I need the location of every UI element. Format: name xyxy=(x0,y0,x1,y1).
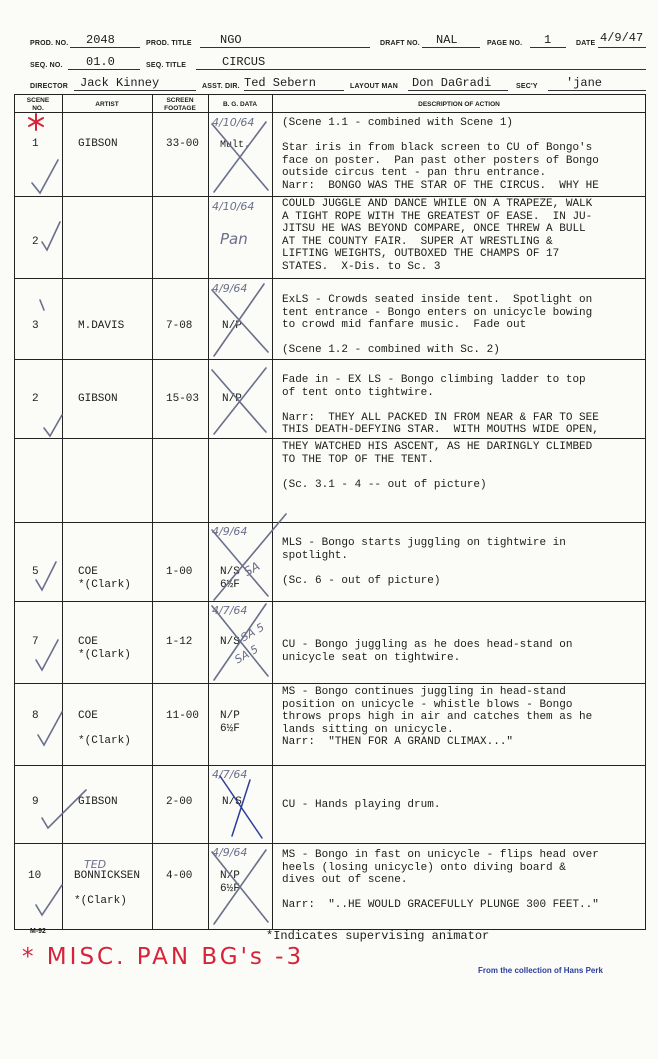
col-footage: SCREEN FOOTAGE xyxy=(164,97,196,112)
bg-date: 4/7/64 xyxy=(212,604,248,617)
page-no-label: PAGE NO. xyxy=(487,40,523,47)
bg-data: N/P xyxy=(222,393,242,405)
red-asterisk-icon xyxy=(29,114,43,130)
artist: BONNICKSEN *(Clark) xyxy=(74,870,141,908)
description: (Scene 1.1 - combined with Scene 1) Star iris in from black screen to CU of Bongo's face on poster. Pan past other posters of Bongo outside circus tent - pan thru entrance. Narr: BONGO WAS THE STAR OF THE CIRCUS. WHY HE xyxy=(282,117,599,192)
footage: 1-00 xyxy=(166,566,193,578)
scene-no: 2 xyxy=(32,393,39,405)
prod-no: 2048 xyxy=(86,33,115,47)
secy: 'jane xyxy=(566,76,603,90)
layout-man-label: LAYOUT MAN xyxy=(350,83,399,90)
form-number: M-92 xyxy=(30,928,46,935)
bg-data: N/P 6½F xyxy=(220,870,240,895)
bg-data: N/P xyxy=(222,320,242,332)
scene-no: 8 xyxy=(32,710,39,722)
scene-no: 1 xyxy=(32,138,39,150)
check-mark xyxy=(42,790,86,828)
cross-mark xyxy=(220,776,262,838)
check-mark xyxy=(36,640,58,670)
col-scene-no: SCENE NO. xyxy=(26,97,50,112)
description: Fade in - EX LS - Bongo climbing ladder to top of tent onto tightwire. Narr: THEY ALL PACKED IN FROM NEAR & FAR TO SEE THIS DEATH-DEFYING STAR. WITH MOUTHS WIDE OPEN, xyxy=(282,374,599,437)
scene-no: 2 xyxy=(32,236,39,248)
check-mark xyxy=(38,712,62,745)
misc-pan-bg-note: * MISC. PAN BG's -3 xyxy=(22,944,305,970)
description: MS - Bongo continues juggling in head-stand position on unicycle - whistle blows - Bongo throws props high in air and catches them as he lands sitting on unicycle. Narr: "THEN FOR A GRAND CLIMAX..." xyxy=(282,686,593,749)
cross-mark xyxy=(212,850,268,924)
draft-no-label: DRAFT NO. xyxy=(380,40,420,47)
date-label: DATE xyxy=(576,40,596,47)
col-artist: ARTIST xyxy=(95,101,119,108)
artist-first-name-note: TED xyxy=(84,858,107,871)
bg-data: Mult. xyxy=(220,140,251,151)
check-mark xyxy=(32,160,58,193)
footnote: *Indicates supervising animator xyxy=(266,929,490,943)
page-no: 1 xyxy=(544,33,552,47)
bg-data: N/S xyxy=(222,796,242,808)
cross-mark xyxy=(212,368,266,434)
scene-no: 3 xyxy=(32,320,39,332)
description: MS - Bongo in fast on unicycle - flips head over heels (losing unicycle) onto diving board & dives out of scene. Narr: "..HE WOULD GRACEFULLY PLUNGE 300 FEET.." xyxy=(282,849,599,912)
artist: COE *(Clark) xyxy=(78,710,131,748)
description: MLS - Bongo starts juggling on tightwire in spotlight. (Sc. 6 - out of picture) xyxy=(282,537,566,587)
artist: COE *(Clark) xyxy=(78,636,131,661)
seq-no-label: SEQ. NO. xyxy=(30,62,63,69)
footage: 7-08 xyxy=(166,320,193,332)
scene-no: 5 xyxy=(32,566,39,578)
bg-data: N/S 6½F xyxy=(220,566,240,591)
asst-dir-label: ASST. DIR. xyxy=(202,83,240,90)
bg-date: 4/7/64 xyxy=(212,768,248,781)
footage: 2-00 xyxy=(166,796,193,808)
description: COULD JUGGLE AND DANCE WHILE ON A TRAPEZE, WALK A TIGHT ROPE WITH THE GREATEST OF EASE. IN JU- JITSU HE WAS BEYOND COMPARE, ONCE THREW A BULL AT THE COUNTY FAIR. SUPER AT WRESTLING & LIFTING WEIGHTS, OUTBOXED THE CHAMPS OF 17 STATES. X-Dis. to Sc. 3 xyxy=(282,198,593,273)
scene-no: 7 xyxy=(32,636,39,648)
bg-date: 4/9/64 xyxy=(212,846,248,859)
cross-mark xyxy=(212,122,268,192)
description: CU - Hands playing drum. xyxy=(282,799,441,811)
check-mark xyxy=(36,885,62,915)
bg-date: 4/10/64 xyxy=(212,116,255,129)
footage: 11-00 xyxy=(166,710,200,722)
bg-date: 4/9/64 xyxy=(212,525,248,538)
description: THEY WATCHED HIS ASCENT, AS HE DARINGLY CLIMBED TO THE TOP OF THE TENT. (Sc. 3.1 - 4 -- out of picture) xyxy=(282,441,593,491)
artist: GIBSON xyxy=(78,393,118,405)
cross-mark xyxy=(212,284,268,356)
layout-man: Don DaGradi xyxy=(412,76,492,90)
director-label: DIRECTOR xyxy=(30,83,69,90)
bg-data: Pan xyxy=(220,230,248,248)
check-mark xyxy=(44,415,62,436)
footage: 1-12 xyxy=(166,636,193,648)
seq-title: CIRCUS xyxy=(222,55,266,69)
check-mark xyxy=(40,300,44,310)
check-mark xyxy=(36,562,56,590)
asst-dir: Ted Sebern xyxy=(244,76,317,90)
bg-data: N/P 6½F xyxy=(220,710,240,735)
date-value: 4/9/47 xyxy=(600,31,644,45)
draft-no: NAL xyxy=(436,33,458,47)
sa-note: SA xyxy=(241,558,263,580)
col-bg-data: B. G. DATA xyxy=(222,101,258,108)
prod-no-label: PROD. NO. xyxy=(30,40,69,47)
collection-credit: From the collection of Hans Perk xyxy=(478,966,603,975)
artist: GIBSON xyxy=(78,138,118,150)
scene-no: 10 xyxy=(28,870,42,882)
check-mark xyxy=(42,222,60,250)
seq-title-label: SEQ. TITLE xyxy=(146,62,187,69)
director: Jack Kinney xyxy=(80,76,160,90)
footage: 33-00 xyxy=(166,138,200,150)
bg-date: 4/10/64 xyxy=(212,200,255,213)
description: ExLS - Crowds seated inside tent. Spotlight on tent entrance - Bongo enters on unicycle bowing to crowd mid fanfare music. Fade out (Scene 1.2 - combined with Sc. 2) xyxy=(282,294,593,357)
prod-title-label: PROD. TITLE xyxy=(146,40,192,47)
sa-note: SA 5 xyxy=(238,620,267,645)
secy-label: SEC'Y xyxy=(516,83,538,90)
seq-no: 01.0 xyxy=(86,55,115,69)
artist: GIBSON xyxy=(78,796,118,808)
col-description: DESCRIPTION OF ACTION xyxy=(418,101,500,108)
footage: 4-00 xyxy=(166,870,193,882)
scene-no: 9 xyxy=(32,796,39,808)
artist: M.DAVIS xyxy=(78,320,125,332)
description: CU - Bongo juggling as he does head-stand on unicycle seat on tightwire. xyxy=(282,639,573,664)
cross-mark xyxy=(212,604,268,680)
sa-note: SA 5 xyxy=(232,642,261,667)
prod-title: NGO xyxy=(220,33,242,47)
bg-date: 4/9/64 xyxy=(212,282,248,295)
footage: 15-03 xyxy=(166,393,200,405)
artist: COE *(Clark) xyxy=(78,566,131,591)
cross-mark xyxy=(212,514,286,600)
bg-data: N/S xyxy=(220,636,240,648)
